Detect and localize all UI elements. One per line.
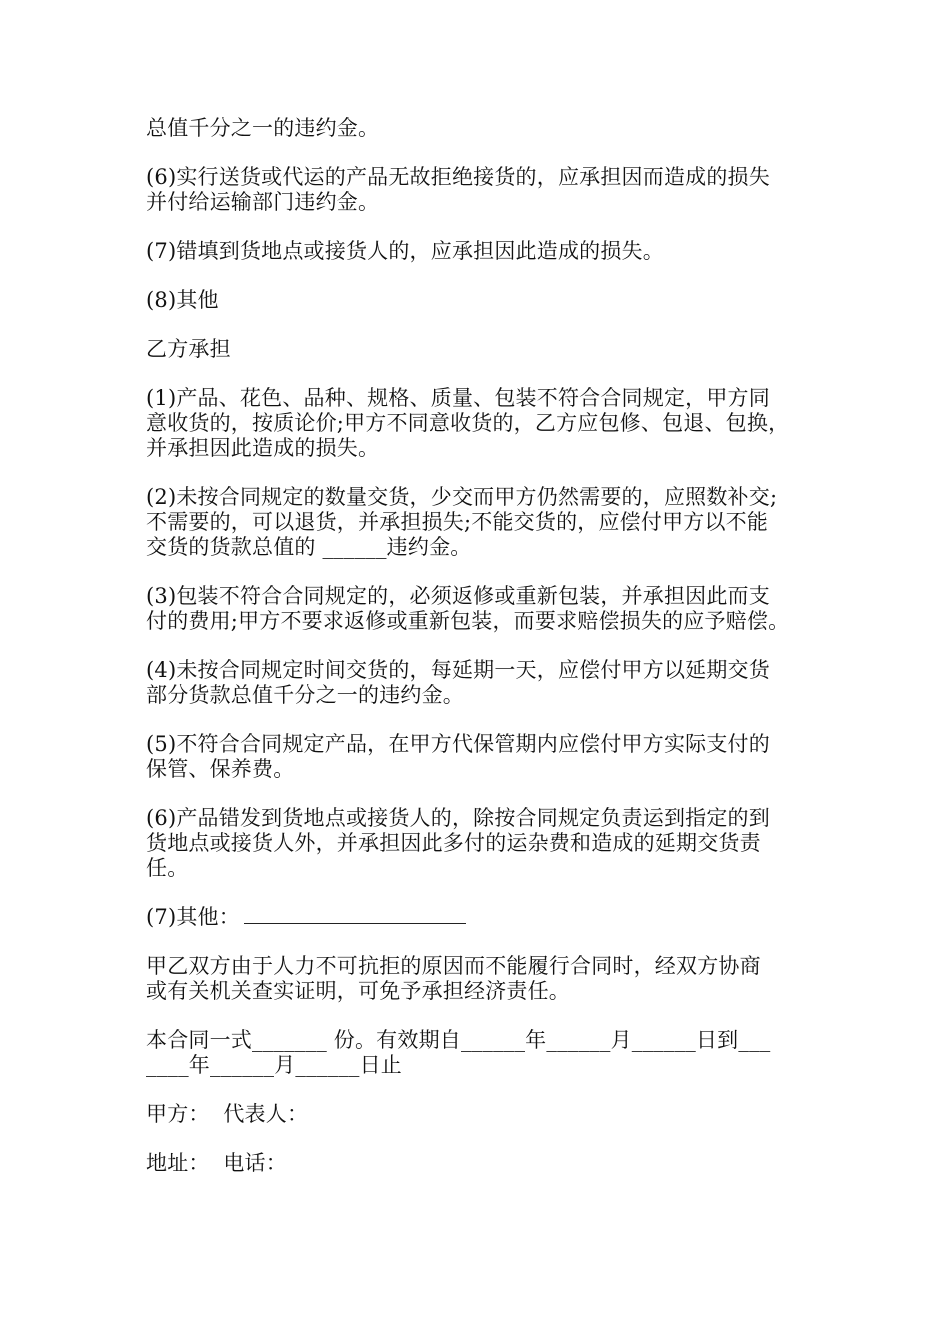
other-label: (7)其他： — [146, 905, 240, 929]
paragraph-4: (8)其他 — [146, 288, 219, 312]
fill-in-blank — [244, 905, 466, 924]
section-heading: 乙方承担 — [146, 337, 231, 361]
other-line — [146, 905, 826, 930]
paragraph-9: (4)未按合同规定时间交货的，每延期一天，应偿付甲方以延期交货 部分货款总值千分之一的违约金。 — [146, 658, 770, 707]
paragraph-force-majeure: 甲乙双方由于人力不可抗拒的原因而不能履行合同时，经双方协商 或有关机关查实证明，可免予承担经济责任。 — [146, 954, 761, 1003]
paragraph-2: (6)实行送货或代运的产品无故拒绝接货的，应承担因而造成的损失 并付给运输部门违约金。 — [146, 165, 770, 214]
address-line: 地址： 电话： — [146, 1151, 287, 1175]
document-body — [146, 116, 826, 1200]
paragraph-11: (6)产品错发到货地点或接货人的，除按合同规定负责运到指定的到 货地点或接货人外，并承担因此多付的运杂费和造成的延期交货责 任。 — [146, 806, 770, 880]
paragraph-8: (3)包装不符合合同规定的，必须返修或重新包装，并承担因此而支 付的费用;甲方不要求返修或重新包装，而要求赔偿损失的应予赔偿。 — [146, 584, 790, 633]
paragraph-6: (1)产品、花色、品种、规格、质量、包装不符合合同规定，甲方同 意收货的，按质论价;甲方不同意收货的，乙方应包修、包退、包换， 并承担因此造成的损失。 — [146, 386, 790, 460]
party-a-line: 甲方： 代表人： — [146, 1102, 309, 1126]
paragraph-validity: 本合同一式_______ 份。有效期自______年______月______日到___ ____年______月______日止 — [146, 1028, 771, 1077]
paragraph-10: (5)不符合合同规定产品，在甲方代保管期内应偿付甲方实际支付的 保管、保养费。 — [146, 732, 770, 781]
paragraph-3: (7)错填到货地点或接货人的，应承担因此造成的损失。 — [146, 239, 664, 263]
paragraph-1: 总值千分之一的违约金。 — [146, 116, 380, 140]
paragraph-7: (2)未按合同规定的数量交货，少交而甲方仍然需要的，应照数补交; 不需要的，可以退货，并承担损失;不能交货的，应偿付甲方以不能 交货的货款总值的 ______违约金。 — [146, 485, 778, 559]
